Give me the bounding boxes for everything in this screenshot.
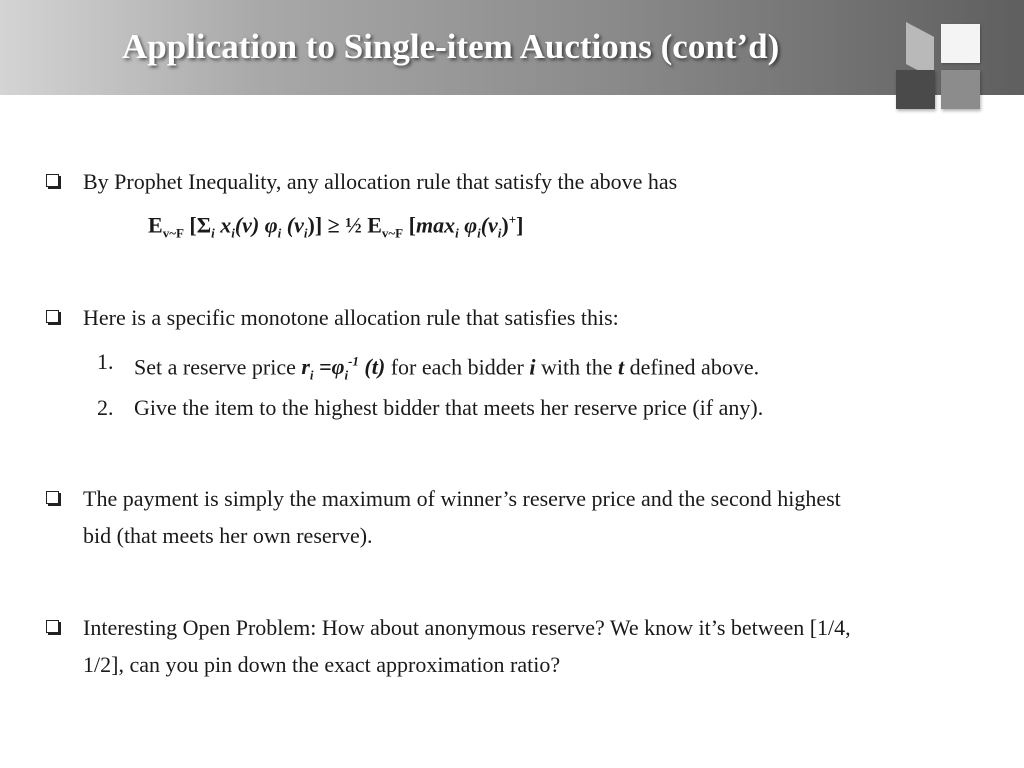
formula-sub: i [211, 225, 215, 241]
step-number: 1. [97, 349, 114, 374]
formula-sub: i [277, 225, 282, 241]
formula-part: max [415, 212, 456, 238]
formula-part: E [148, 212, 163, 238]
formula-part: (v) φ [234, 212, 278, 238]
bullet-text: Here is a specific monotone allocation rule that satisfies this: [83, 305, 619, 330]
formula-part: [Σ [183, 212, 212, 238]
formula-part: )] ≥ ½ [307, 212, 368, 238]
formula-prophet-inequality [148, 212, 524, 242]
logo-square-bottom-right [941, 70, 980, 109]
title-bar [0, 0, 1024, 95]
checkbox-bullet-icon [46, 491, 59, 504]
formula-part: ] [516, 212, 524, 238]
logo-squares-icon [884, 14, 996, 114]
formula-part: x [214, 212, 232, 238]
formula-sub: v~F [381, 225, 404, 241]
formula-part: [ [403, 212, 416, 238]
bullet-text [83, 609, 983, 683]
formula-sub: i [455, 225, 459, 241]
formula-part: (v [281, 212, 304, 238]
bullet-line: Interesting Open Problem: How about anonymous reserve? We know it’s between [1/4, [83, 615, 851, 640]
formula-sub: i [477, 225, 481, 241]
step-text: Give the item to the highest bidder that meets her reserve price (if any). [134, 395, 764, 420]
checkbox-bullet-icon [46, 620, 59, 633]
bullet-line: The payment is simply the maximum of winner’s reserve price and the second highest [83, 486, 841, 511]
checkbox-bullet-icon [46, 174, 59, 187]
formula-sup: + [508, 212, 517, 227]
formula-part: φ [458, 212, 478, 238]
bullet-line: bid (that meets her own reserve). [83, 523, 373, 548]
formula-part: (v [480, 212, 498, 238]
formula-part: ) [501, 212, 509, 238]
step-text: Set a reserve price $r_i =\varphi_i^{-1}$ (t) for each bidder i with the t defined above. [134, 354, 760, 383]
formula-part: E [367, 212, 382, 238]
formula-sub: i [497, 225, 502, 241]
checkbox-bullet-icon [46, 310, 59, 323]
formula-sub: i [303, 225, 308, 241]
bullet-line: 1/2], can you pin down the exact approximation ratio? [83, 652, 561, 677]
step-number: 2. [97, 395, 114, 420]
formula-sub: v~F [162, 225, 184, 241]
logo-square-bottom-left [896, 70, 935, 109]
bullet-text: By Prophet Inequality, any allocation rule that satisfy the above has [83, 169, 678, 194]
bullet-text [83, 480, 983, 554]
slide-title: Application to Single-item Auctions (cont’d) [122, 27, 780, 66]
logo-square-top-right [941, 24, 980, 63]
formula-sub: i [231, 225, 235, 241]
